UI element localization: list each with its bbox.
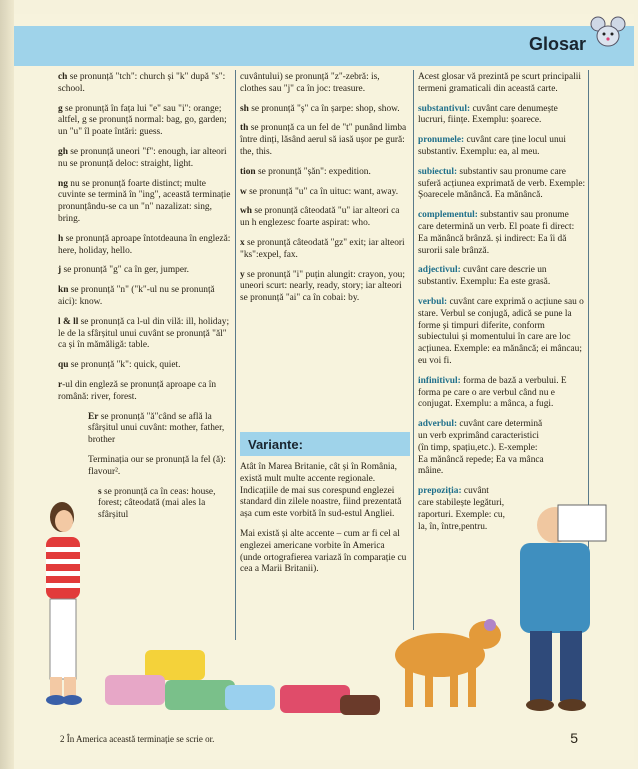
- column-divider-2: [413, 70, 414, 630]
- girl-on-phone-illustration: [30, 495, 100, 720]
- variante-paragraph: Atât în Marea Britanie, cât și în România, există mult multe accente regionale. Indicațiile de mai sus corespund englezei standard din zilele noastre, fiind prezentată așa cum este vorbită în sud-estul Angliei.: [240, 462, 402, 520]
- glossary-intro: Acest glosar vă prezintă pe scurt principalii termeni gramaticali din această carte.: [418, 72, 581, 94]
- variante-paragraph: Mai există și alte accente – cum ar fi cel al englezei americane vorbite în America (unde ortografierea variază în comparație cu cea a Marii Britanii).: [240, 528, 407, 575]
- footnote: 2 În America această terminație se scrie or.: [60, 734, 215, 744]
- entry-w: w se pronunță "u" ca în uituc: want, away.: [240, 186, 399, 197]
- entry-j: j se pronunță "g" ca în ger, jumper.: [58, 265, 189, 276]
- entry-ch: ch se pronunță "tch": church și "k" după "s": school.: [58, 72, 226, 94]
- grammar-glossary-column: [418, 72, 586, 541]
- entry-tion: tion se pronunță "șăn": expedition.: [240, 166, 371, 177]
- entry-sh: sh se pronunță "ș" ca în șarpe: shop, show.: [240, 103, 400, 114]
- entry-g: g se pronunță în fața lui "e" sau "i": orange; altfel, g se pronunță normal: bag, go, garden; un "u" îl poate întări: guess.: [58, 103, 227, 138]
- pronunciation-column-2: [240, 72, 408, 313]
- entry-kn: kn se pronunță "n" ("k"-ul nu se pronunță aici): know.: [58, 285, 215, 307]
- glossary-adjectivul: adjectivul: cuvânt care descrie un substantiv. Exemplu: Ea este grasă.: [418, 265, 551, 288]
- glossary-infinitivul: infinitivul: forma de bază a verbului. E forma pe care o are verbul când nu e conjugat. Exemplu: a mânca, a fugi.: [418, 375, 567, 410]
- variante-text: [240, 462, 408, 584]
- entry-wh: wh se pronunță câteodată "u" iar alteori ca un h englezesc foarte aspirat: who.: [240, 206, 400, 229]
- column-divider-1: [235, 70, 236, 640]
- entry-l: l & ll se pronunță ca l-ul din vilă: ill, holiday; le de la sfârșitul unui cuvânt se pronunță "ăl" ca și în mămăligă: table.: [58, 316, 230, 351]
- entry-ng: ng nu se pronunță foarte distinct; multe cuvinte se termină în "ing", această terminație pronunțându-se ca un "n" nazalizat: sing, bring.: [58, 178, 231, 224]
- entry-gh: gh se pronunță uneori "f": enough, iar alteori nu se pronunță deloc: straight, light.: [58, 146, 227, 169]
- glossary-substantivul: substantivul: cuvânt care denumește lucruri, ființe. Exemplu: șoarece.: [418, 103, 558, 126]
- entry-y: y se pronunță "i" puțin alungit: crayon, you; uneori scurt: nearly, ready, story; iar alteori se pronunță "ai" ca în cobai: by.: [240, 269, 405, 304]
- mouse-mascot-icon: [588, 12, 628, 52]
- man-reading-newspaper-illustration: [500, 495, 610, 720]
- pronunciation-column-1: [58, 72, 234, 530]
- book-spine-shadow: [0, 0, 14, 769]
- glossary-prepozitia: prepoziția: cuvânt care stabilește legături, raporturi. Exemple: cu, la, în, între,pentru.: [418, 486, 505, 532]
- column-divider-3: [588, 70, 589, 550]
- glossary-complementul: complementul: substantiv sau pronume care determină un verb. El poate fi direct: Ea mănâncă brânză. și indirect: Ea îi dă surorii sale brânză.: [418, 210, 575, 256]
- entry-er: Er se pronunță "ă"când se află la sfârșitul unui cuvânt: mother, father, brother: [88, 411, 225, 446]
- glossary-verbul: verbul: cuvânt care exprimă o acțiune sau o stare. Verbul se conjugă, adică se pune la forme și timpuri diferite, conform subiectului și momentului în care are loc acțiunea. Exemple: ea mănâncă; ei mâncau; eu voi fi.: [418, 296, 584, 366]
- entry-s-continued: cuvântului) se pronunță "z"-zebră: is, clothes sau "j" ca în joc: treasure.: [240, 72, 380, 94]
- page-number: 5: [570, 730, 578, 746]
- page-title: Glosar: [528, 34, 586, 54]
- glossary-pronumele: pronumele: cuvânt care ține locul unui substantiv. Exemplu: ea, al meu.: [418, 135, 566, 157]
- entry-qu: qu se pronunță "k": quick, quiet.: [58, 360, 181, 371]
- entry-h: h se pronunță aproape întotdeauna în engleză: here, holiday, hello.: [58, 233, 231, 256]
- entry-th: th se pronunță ca un fel de "t" punând limba între dinți, lăsând aerul să iasă ușor pe gură: the, this.: [240, 123, 407, 157]
- entry-our: Terminația our se pronunță la fel (ă): flavour².: [88, 454, 226, 477]
- dog-illustration: [380, 595, 510, 715]
- entry-x: x se pronunță câteodată "gz" exit; iar alteori "ks":expel, fax.: [240, 237, 405, 260]
- variante-heading: Variante:: [248, 437, 303, 452]
- glossary-subiectul: subiectul: substantiv sau pronume care suferă acțiunea exprimată de verb. Exemple: Șoarecele mănâncă. Ea mănâncă.: [418, 166, 586, 201]
- clothes-pile-illustration: [105, 640, 385, 720]
- entry-s: s se pronunță ca în ceas: house, forest; câteodată (mai ales la sfârșitul: [98, 486, 216, 521]
- entry-r: r-ul din engleză se pronunță aproape ca în română: river, forest.: [58, 379, 217, 402]
- glossary-adverbul: adverbul: cuvânt care determină un verb exprimând caracteristici (în timp, spațiu,etc.). E-xemple: Ea mănâncă repede; Ea va mânca mâine.: [418, 419, 544, 477]
